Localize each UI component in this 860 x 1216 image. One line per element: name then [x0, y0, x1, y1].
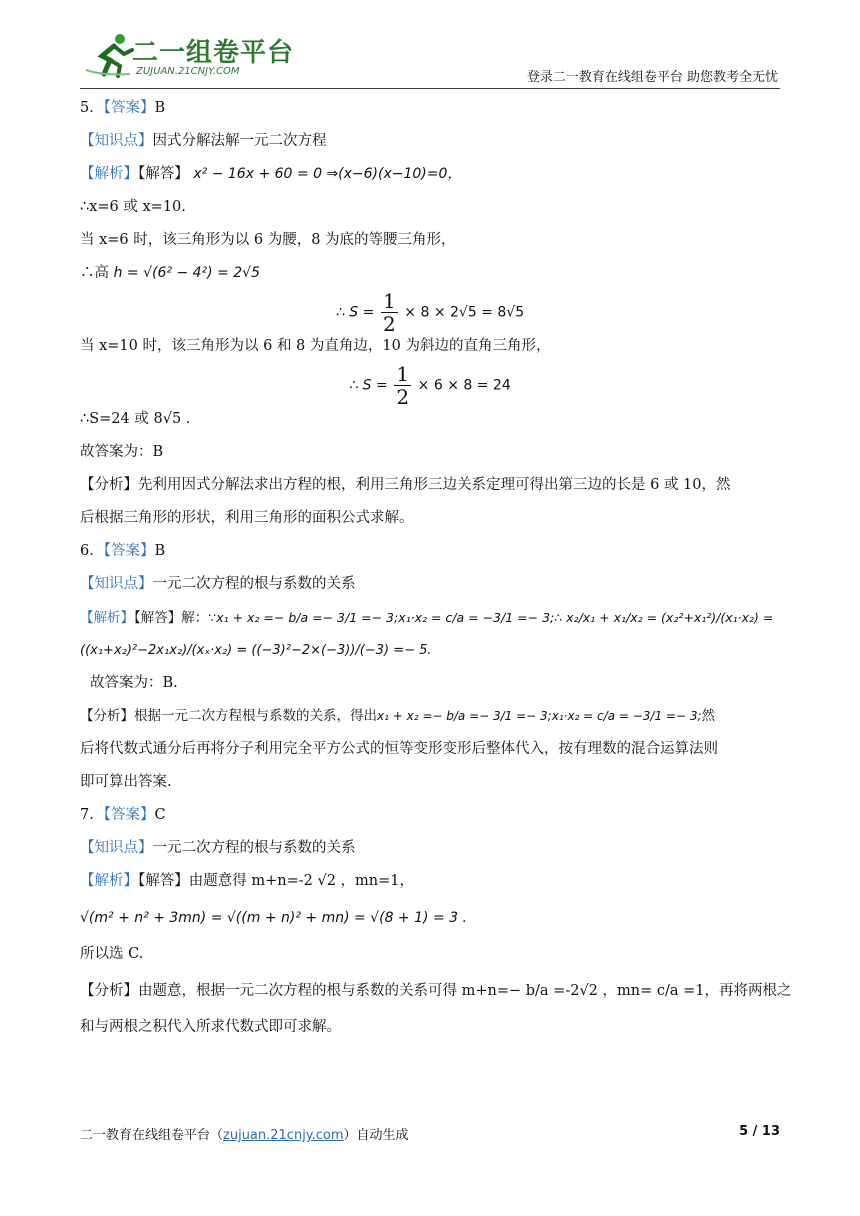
q7-analysis-line2: 和与两根之积代入所求代数式即可求解。 [80, 1019, 341, 1035]
runner-logo-icon [84, 30, 136, 80]
q6-solution-line2 [80, 634, 780, 667]
q5-answer-line [80, 92, 780, 125]
fraction-denominator: 2 [396, 385, 410, 409]
page-footer [80, 1124, 780, 1154]
q5-answer: B [154, 100, 166, 116]
solution-tag: 【解答】 [138, 873, 189, 889]
q5-equation: x² − 16x + 60 = 0 ⇒(x−6)(x−10)=0， [193, 166, 462, 182]
height-label: ∴高 [80, 265, 109, 281]
page-content [80, 92, 792, 1044]
q5-analysis-line1 [80, 469, 780, 502]
q7-answer-line [80, 799, 780, 832]
q7-number: 7． [80, 807, 104, 823]
q7-knowledge-line [80, 832, 780, 865]
analysis-tag: 【解析】 [80, 166, 138, 182]
q7-equation-line [80, 898, 780, 938]
q6-equation-line1: ∵x₁ + x₂ =− b/a =− 3/1 =− 3;x₁·x₂ = c/a = −3/1 =− 3;∴ x₂/x₁ + x₁/x₂ = (x₂²+x₁²)/(x₁·x₂) = [208, 610, 774, 625]
q6-analysis-text-post: 然 [701, 708, 716, 724]
q6-knowledge-line [80, 568, 780, 601]
site-logo[interactable] [84, 30, 295, 82]
analysis-label: 【分析】 [80, 708, 134, 724]
footer-text-pre: 二一教育在线组卷平台（ [80, 1128, 224, 1143]
q6-number: 6． [80, 543, 104, 559]
q6-analysis-text-pre: 根据一元二次方程根与系数的关系，得出 [134, 708, 377, 724]
q5-case2-line: 当 x=10 时，该三角形为以 6 和 8 为直角边，10 为斜边的直角三角形， [80, 338, 551, 354]
q7-analysis-text: 由题意，根据一元二次方程的根与系数的关系可得 m+n=− b/a =-2√2 ，mn= c/a =1，再将两根之 [138, 983, 792, 999]
logo-english-name: ZUJUAN.21CNJY.COM [136, 66, 240, 77]
knowledge-tag: 【知识点】 [80, 133, 153, 149]
q7-answer: C [154, 807, 166, 823]
header-divider [80, 88, 780, 89]
q5-area1-line [80, 289, 780, 336]
q5-case1-line: 当 x=6 时，该三角形为以 6 为腰，8 为底的等腰三角形， [80, 232, 456, 248]
answer-tag: 【答案】 [103, 100, 155, 116]
knowledge-tag: 【知识点】 [80, 840, 153, 856]
q7-conclusion: 所以选 C. [80, 946, 144, 962]
q6-answer-line [80, 535, 780, 568]
answer-tag: 【答案】 [103, 807, 155, 823]
footer-source [80, 1124, 409, 1143]
area1-lhs: ∴ S = [335, 304, 375, 321]
fraction-numerator: 1 [382, 289, 396, 313]
height-equation: h = √(6² − 4²) = 2√5 [113, 265, 260, 281]
q5-area2-line [80, 362, 780, 409]
q7-analysis-line1 [80, 971, 792, 1011]
q7-solution-line [80, 865, 780, 898]
q6-conclusion: 故答案为：B. [90, 675, 178, 691]
q6-analysis-line1 [80, 700, 780, 733]
answer-tag: 【答案】 [103, 543, 155, 559]
solution-tag: 【解答】 [134, 610, 182, 626]
q5-solution-line [80, 158, 780, 191]
analysis-tag: 【解析】 [80, 873, 138, 889]
q6-analysis-equation: x₁ + x₂ =− b/a =− 3/1 =− 3;x₁·x₂ = c/a = −3/1 =− 3; [377, 709, 702, 723]
one-half-fraction [394, 363, 411, 408]
q5-conclusion: 故答案为：B [80, 444, 164, 460]
one-half-fraction [381, 290, 398, 335]
q6-knowledge-point: 一元二次方程的根与系数的关系 [152, 576, 356, 592]
q5-height-line [80, 257, 780, 290]
q6-solution-line1 [80, 601, 780, 634]
q6-answer: B [154, 543, 166, 559]
area2-lhs: ∴ S = [349, 377, 388, 394]
logo-chinese-name: 二一组卷平台 [132, 38, 295, 68]
analysis-tag: 【解析】 [80, 610, 134, 626]
solution-tag: 【解答】 [138, 166, 189, 182]
q5-number: 5． [80, 100, 104, 116]
q6-analysis-line3: 即可算出答案. [80, 774, 172, 790]
q6-solution-intro: 解： [181, 610, 209, 626]
analysis-label: 【分析】 [80, 477, 138, 493]
footer-text-post: ）自动生成 [343, 1128, 409, 1143]
page-header [0, 0, 860, 95]
fraction-numerator: 1 [396, 362, 410, 386]
q5-knowledge-point: 因式分解法解一元二次方程 [152, 133, 327, 149]
page-number: 5 / 13 [739, 1124, 780, 1139]
q6-analysis-line2: 后将代数式通分后再将分子利用完全平方公式的恒等变形变形后整体代入，按有理数的混合运算法则 [80, 741, 718, 757]
q5-analysis-text: 先利用因式分解法求出方程的根，利用三角形三边关系定理可得出第三边的长是 6 或 10，然 [138, 477, 731, 493]
header-slogan: 登录二一教育在线组卷平台 助您教考全无忧 [526, 70, 778, 85]
q7-solution-text: 由题意得 m+n=-2 √2 ，mn=1， [188, 873, 415, 889]
q5-knowledge-line [80, 125, 780, 158]
q5-result-line: ∴S=24 或 8√5 . [80, 411, 191, 427]
area2-rhs: × 6 × 8 = 24 [417, 377, 511, 394]
knowledge-tag: 【知识点】 [80, 576, 153, 592]
area1-rhs: × 8 × 2√5 = 8√5 [404, 304, 525, 321]
analysis-label: 【分析】 [80, 983, 138, 999]
q7-knowledge-point: 一元二次方程的根与系数的关系 [152, 840, 356, 856]
q5-roots-line: ∴x=6 或 x=10. [80, 199, 186, 215]
q7-equation: √(m² + n² + 3mn) = √((m + n)² + mn) = √(8 + 1) = 3 . [80, 910, 467, 926]
fraction-denominator: 2 [382, 312, 396, 336]
q6-equation-line2: ((x₁+x₂)²−2x₁x₂)/(xₓ·x₂) = ((−3)²−2×(−3))/(−3) =− 5. [80, 643, 432, 658]
footer-site-link[interactable]: zujuan.21cnjy.com [223, 1128, 344, 1143]
q5-analysis-line2: 后根据三角形的形状，利用三角形的面积公式求解。 [80, 510, 414, 526]
